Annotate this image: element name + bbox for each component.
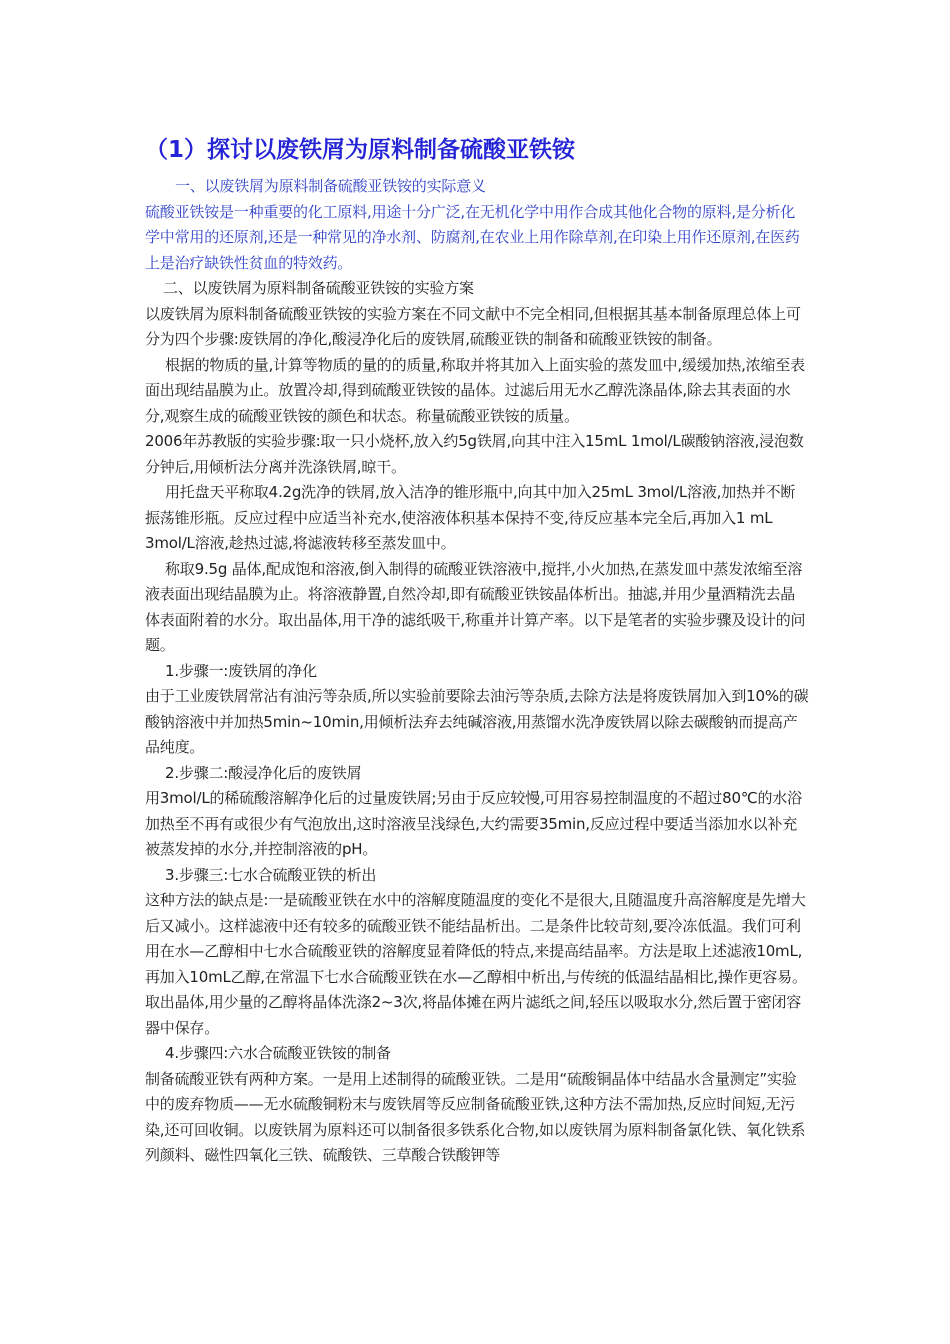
document-title: （1）探讨以废铁屑为原料制备硫酸亚铁铵 (145, 137, 576, 163)
section-2-body: 以废铁屑为原料制备硫酸亚铁铵的实验方案在不同文献中不完全相同,但根据其基本制备原理总体上可分为四个步骤:废铁屑的净化,酸浸净化后的废铁屑,硫酸亚铁的制备和硫酸亚铁铵的制备。 (145, 304, 801, 348)
paragraph-4: 2006年苏教版的实验步骤:取一只小烧杯,放入约5g铁屑,向其中注入15mL 1mol/L碳酸钠溶液,浸泡数分钟后,用倾析法分离并洗涤铁屑,晾干。 (145, 432, 804, 476)
section-1-body: 硫酸亚铁铵是一种重要的化工原料,用途十分广泛,在无机化学中用作合成其他化合物的原料,是分析化学中常用的还原剂,还是一种常见的净水剂、防腐剂,在农业上用作除草剂,在印染上用作还原剂,在医药上是治疗缺铁性贫血的特效药。 (145, 202, 800, 272)
paragraph-5: 用托盘天平称取4.2g洗净的铁屑,放入洁净的锥形瓶中,向其中加入25mL 3mol/L溶液,加热并不断振荡锥形瓶。反应过程中应适当补充水,使溶液体积基本保持不变,待反应基本完全后,再加入1 mL 3mol/L溶液,趁热过滤,将滤液转移至蒸发皿中。 (145, 483, 796, 552)
step-3-heading: 3.步骤三:七水合硫酸亚铁的析出 (165, 865, 377, 884)
section-1-heading: 一、以废铁屑为原料制备硫酸亚铁铵的实际意义 (175, 177, 486, 195)
paragraph-3: 根据的物质的量,计算等物质的量的的质量,称取并将其加入上面实验的蒸发皿中,缓缓加热,浓缩至表面出现结晶膜为止。放置冷却,得到硫酸亚铁铵的晶体。过滤后用无水乙醇洗涤晶体,除去其表面的水分,观察生成的硫酸亚铁铵的颜色和状态。称量硫酸亚铁铵的质量。 (145, 355, 805, 425)
step-1-body: 由于工业废铁屑常沾有油污等杂质,所以实验前要除去油污等杂质,去除方法是将废铁屑加入到10%的碳酸钠溶液中并加热5min~10min,用倾析法弃去纯碱溶液,用蒸馏水洗净废铁屑以除去碳酸钠而提高产品纯度。 (145, 687, 809, 756)
step-2-heading: 2.步骤二:酸浸净化后的废铁屑 (165, 763, 362, 782)
paragraph-6: 称取9.5g 晶体,配成饱和溶液,倒入制得的硫酸亚铁溶液中,搅拌,小火加热,在蒸发皿中蒸发浓缩至溶液表面出现结晶膜为止。将溶液静置,自然冷却,即有硫酸亚铁铵晶体析出。抽滤,并用少量酒精洗去晶体表面附着的水分。取出晶体,用干净的滤纸吸干,称重并计算产率。以下是笔者的实验步骤及设计的问题。 (145, 559, 806, 654)
step-4-heading: 4.步骤四:六水合硫酸亚铁铵的制备 (165, 1044, 391, 1062)
step-3-body: 这种方法的缺点是:一是硫酸亚铁在水中的溶解度随温度的变化不是很大,且随温度升高溶解度是先增大后又减小。这样滤液中还有较多的硫酸亚铁不能结晶析出。二是条件比较苛刻,要冷冻低温。我们可利用在水—乙醇相中七水合硫酸亚铁的溶解度显着降低的特点,来提高结晶率。方法是取上述滤液10mL,再加入10mL乙醇,在常温下七水合硫酸亚铁在水—乙醇相中析出,与传统的低温结晶相比,操作更容易。取出晶体,用少量的乙醇将晶体洗涤2~3次,将晶体摊在两片滤纸之间,轻压以吸取水分,然后置于密闭容器中保存。 (145, 891, 807, 1037)
step-1-heading: 1.步骤一:废铁屑的净化 (165, 661, 317, 680)
document-page (145, 132, 809, 1169)
step-2-body: 用3mol/L的稀硫酸溶解净化后的过量废铁屑;另由于反应较慢,可用容易控制温度的不超过80℃的水浴加热至不再有或很少有气泡放出,这时溶液呈浅绿色,大约需要35min,反应过程中要适当添加水以补充被蒸发掉的水分,并控制溶液的pH。 (145, 789, 802, 858)
step-4-body: 制备硫酸亚铁有两种方案。一是用上述制得的硫酸亚铁。二是用“硫酸铜晶体中结晶水含量测定”实验中的废弃物质——无水硫酸铜粉末与废铁屑等反应制备硫酸亚铁,这种方法不需加热,反应时间短,无污染,还可回收铜。以废铁屑为原料还可以制备很多铁系化合物,如以废铁屑为原料制备氯化铁、氧化铁系列颜料、磁性四氧化三铁、硫酸铁、三草酸合铁酸钾等 (145, 1069, 806, 1164)
section-2-heading: 二、以废铁屑为原料制备硫酸亚铁铵的实验方案 (163, 279, 474, 297)
